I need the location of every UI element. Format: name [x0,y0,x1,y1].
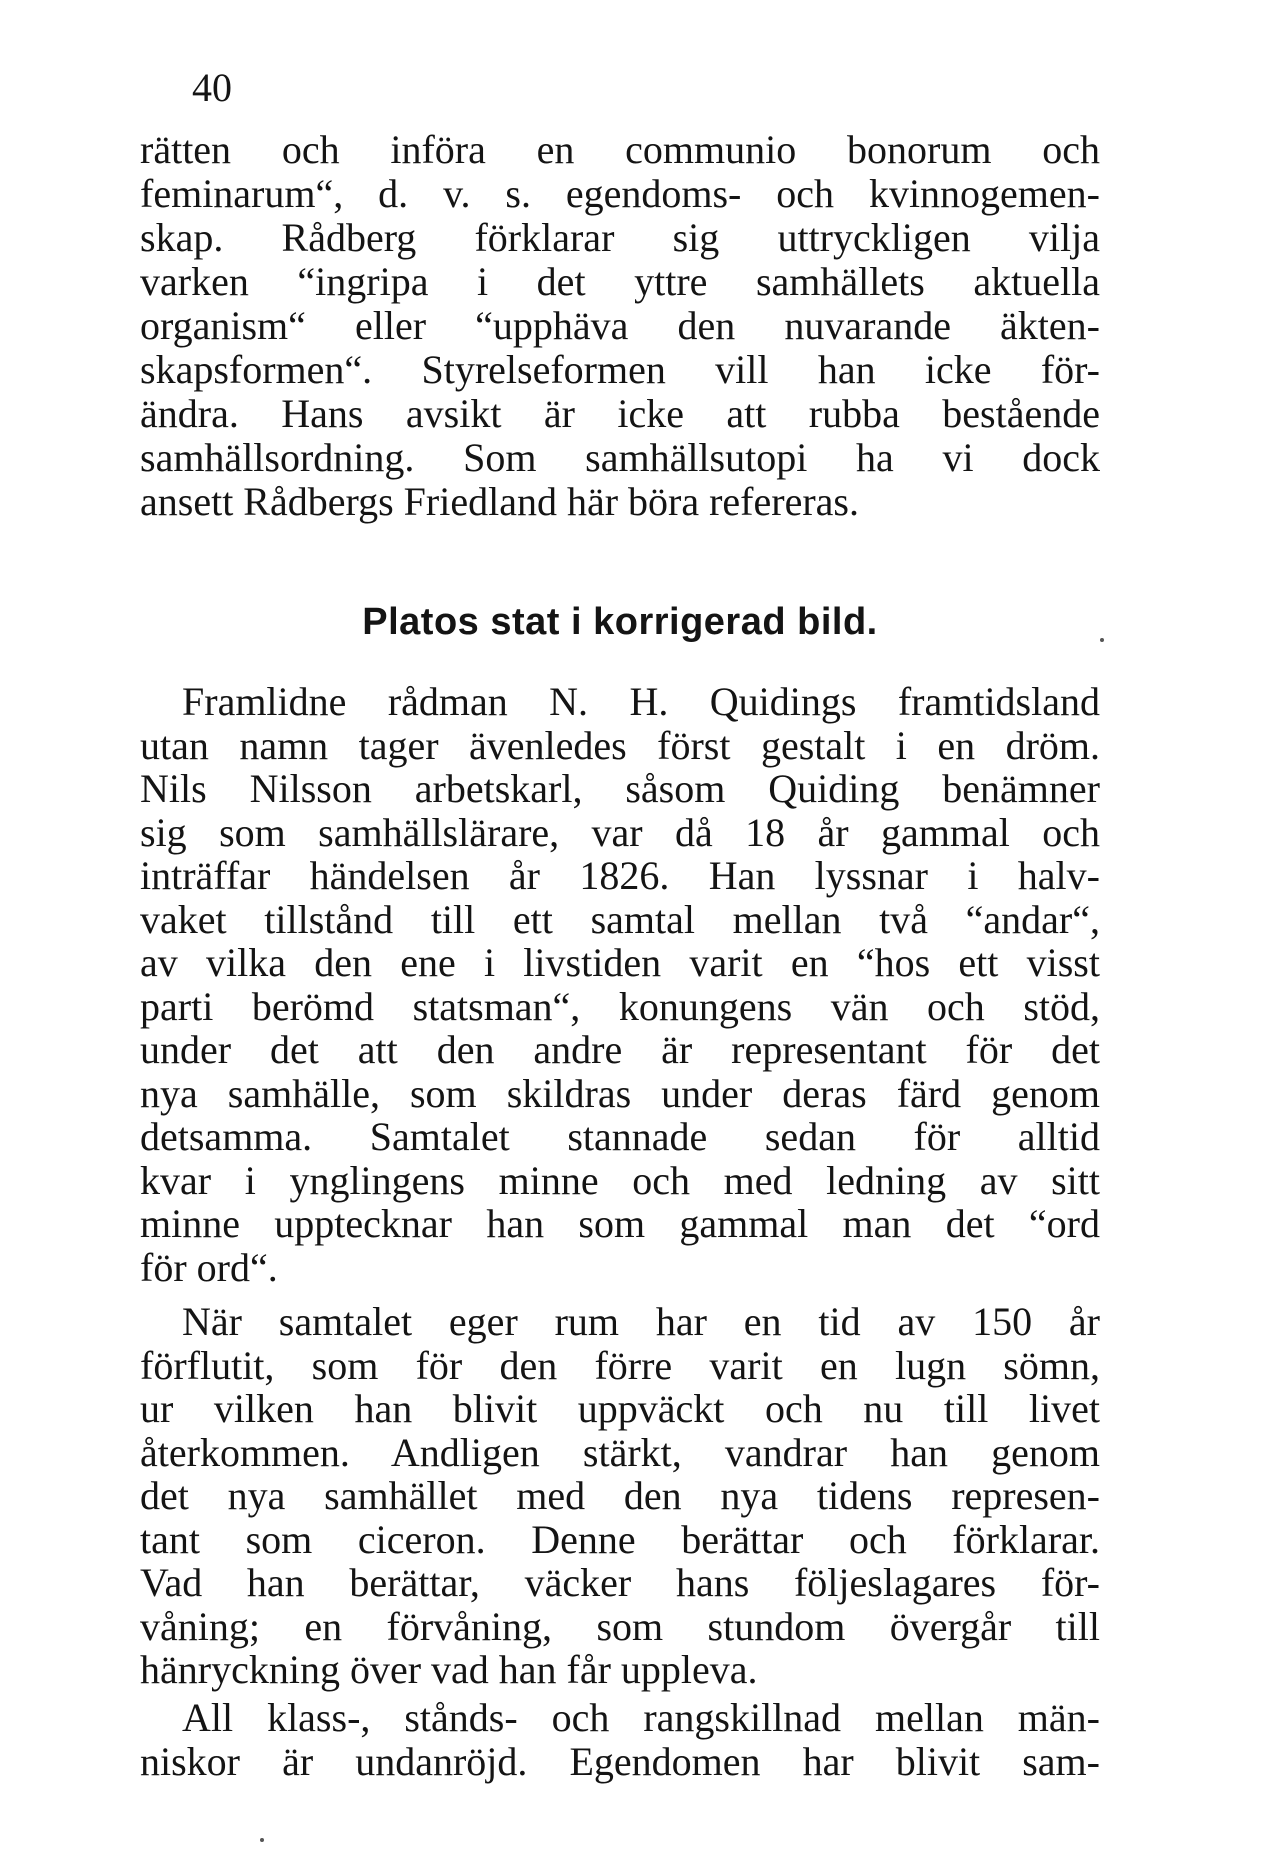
text-line: våning; en förvåning, som stundom övergår till [140,1603,1100,1649]
text-line: parti berömd statsman“, konungens vän och stöd, [140,983,1100,1029]
paragraph-quiding [140,680,1100,1289]
text-line: ändra. Hans avsikt är icke att rubba bestående [140,391,1100,436]
text-line: rätten och införa en communio bonorum och [140,127,1100,172]
text-line: hänryckning över vad han får uppleva. [140,1647,758,1692]
text-line: sig som samhällslärare, var då 18 år gammal och [140,809,1100,855]
paragraph-samtalet [140,1300,1100,1692]
text-line: för ord“. [140,1244,278,1290]
page-number: 40 [192,65,232,110]
text-line: ansett Rådbergs Friedland här böra refereras. [140,479,859,524]
text-line: niskor är undanröjd. Egendomen har blivit sam- [140,1738,1100,1784]
text-line: vaket tillstånd till ett samtal mellan två “andar“, [140,896,1100,942]
text-line: återkommen. Andligen stärkt, vandrar han genom [140,1429,1100,1475]
text-line: organism“ eller “upphäva den nuvarande äkten- [140,303,1100,348]
text-line: nya samhälle, som skildras under deras färd genom [140,1070,1100,1116]
text-line: tant som ciceron. Denne berättar och förklarar. [140,1516,1100,1562]
text-line: inträffar händelsen år 1826. Han lyssnar i halv- [140,853,1100,898]
text-line: skapsformen“. Styrelseformen vill han icke för- [140,347,1100,392]
paragraph-friedland [140,128,1100,524]
text-line: Nils Nilsson arbetskarl, såsom Quiding benämner [140,766,1100,811]
text-line: Vad han berättar, väcker hans följeslagares för- [140,1560,1100,1605]
text-line: utan namn tager ävenledes först gestalt i en dröm. [140,722,1100,768]
text-line: kvar i ynglingens minne och med ledning av sitt [140,1157,1100,1203]
text-line: feminarum“, d. v. s. egendoms- och kvinnogemen- [140,171,1100,216]
text-line: minne upptecknar han som gammal man det “ord [140,1201,1100,1246]
text-line: förflutit, som för den förre varit en lugn sömn, [140,1342,1100,1388]
text-line: ur vilken han blivit uppväckt och nu till livet [140,1386,1100,1431]
print-speck [260,1838,264,1842]
text-line: detsamma. Samtalet stannade sedan för alltid [140,1114,1100,1159]
paragraph-klasskillnad [140,1696,1100,1783]
text-line: När samtalet eger rum har en tid av 150 år [182,1299,1100,1344]
section-heading: Platos stat i korrigerad bild. [362,601,878,643]
text-line: skap. Rådberg förklarar sig uttryckligen vilja [140,215,1100,260]
text-line: det nya samhället med den nya tidens represen- [140,1473,1100,1518]
text-line: All klass-, stånds- och rangskillnad mellan män- [182,1695,1100,1740]
text-line: varken “ingripa i det yttre samhällets aktuella [140,259,1100,304]
text-line: under det att den andre är representant för det [140,1027,1100,1072]
text-line: Framlidne rådman N. H. Quidings framtidsland [182,679,1100,724]
text-line: av vilka den ene i livstiden varit en “hos ett visst [140,940,1100,985]
text-line: samhällsordning. Som samhällsutopi ha vi dock [140,435,1100,480]
print-speck [1100,638,1104,642]
